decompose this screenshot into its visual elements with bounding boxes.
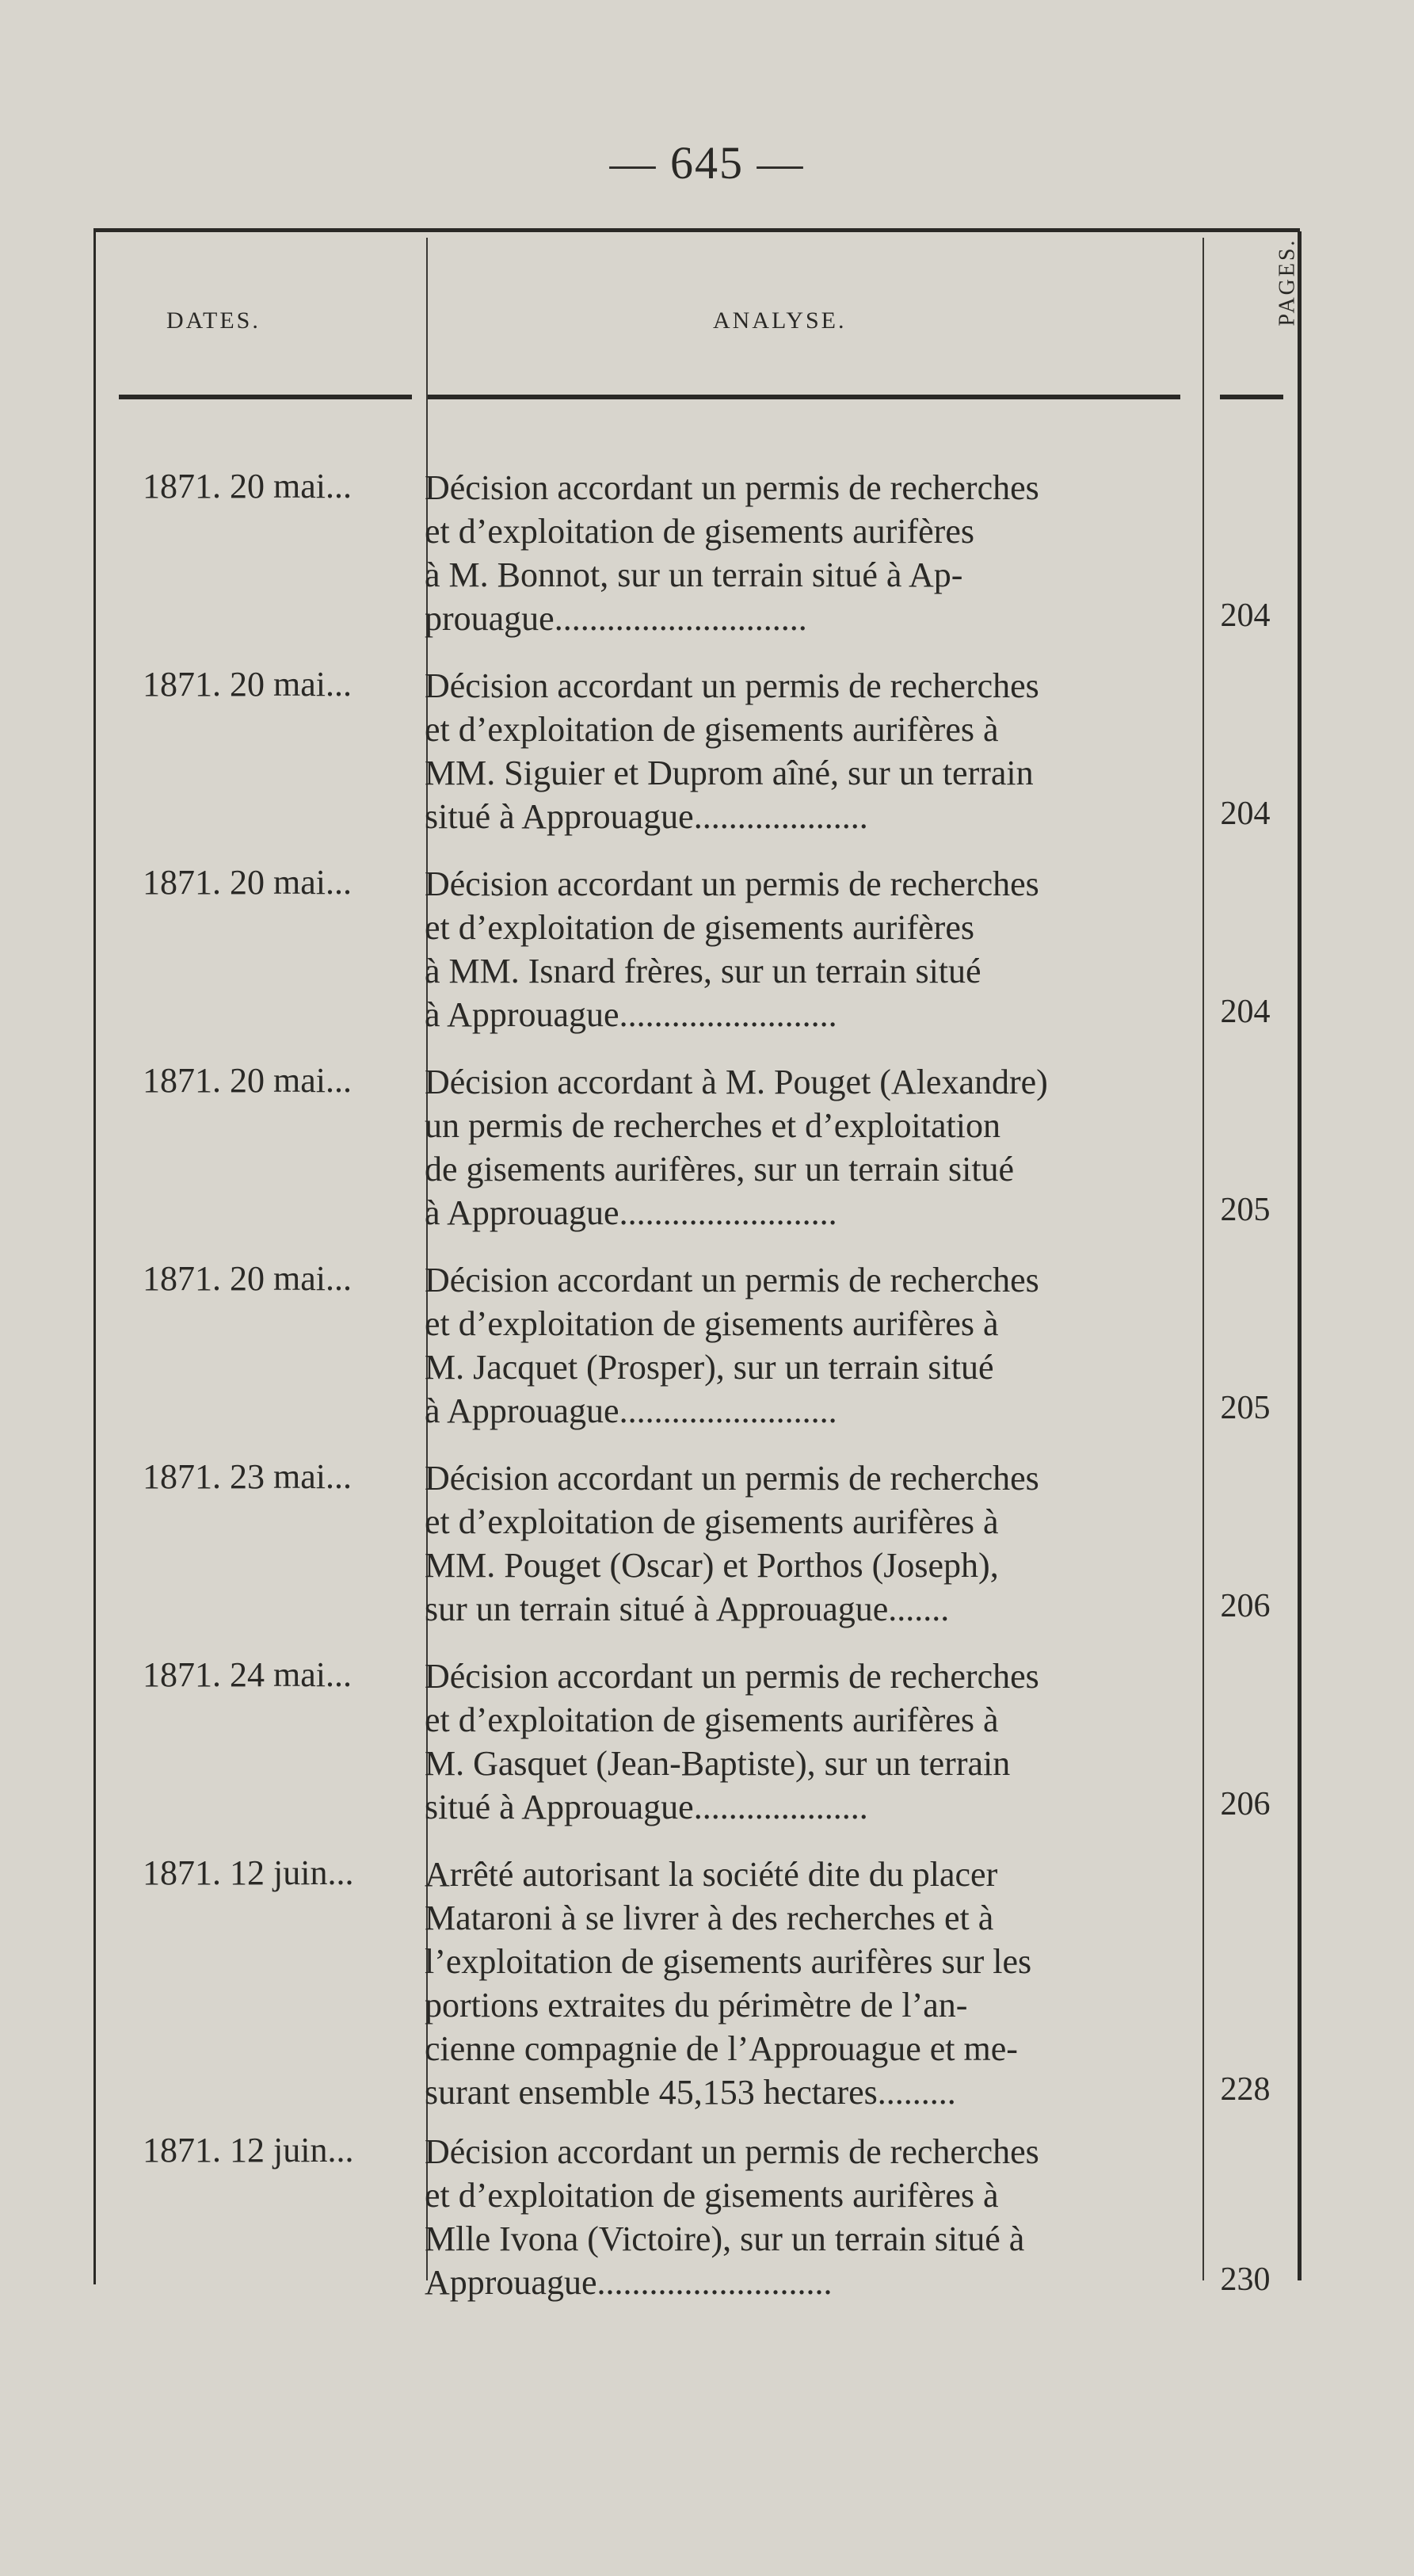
analysis-line: situé à Approuague.................... (425, 1788, 868, 1826)
analysis-line: à MM. Isnard frères, sur un terrain situé (425, 952, 981, 990)
analysis-line: Décision accordant un permis de recherches (425, 1657, 1039, 1696)
header-pages: PAGES. (1275, 238, 1300, 326)
analysis-line: un permis de recherches et d’exploitation (425, 1106, 1000, 1145)
row-page-number: 204 (1220, 796, 1271, 832)
analysis-line: Mataroni à se livrer à des recherches et à (425, 1899, 994, 1937)
table-right-border (1298, 231, 1302, 2280)
row-date: 1871. 23 mai... (143, 1457, 352, 1496)
row-analysis (425, 1456, 1201, 1631)
row-analysis (425, 2130, 1201, 2304)
analysis-line: à Approuague......................... (425, 995, 837, 1034)
row-analysis (425, 1258, 1201, 1433)
row-date: 1871. 20 mai... (143, 1061, 352, 1100)
analysis-line: à Approuague......................... (425, 1391, 837, 1430)
analysis-line: Décision accordant un permis de recherches (425, 2132, 1039, 2171)
analysis-line: l’exploitation de gisements aurifères sur les (425, 1942, 1032, 1981)
analysis-line: MM. Siguier et Duprom aîné, sur un terrain (425, 754, 1034, 792)
column-divider-pages (1202, 238, 1204, 2280)
row-page-number: 206 (1220, 1786, 1271, 1822)
row-analysis (425, 466, 1201, 640)
header-underline-analyse (428, 395, 1180, 399)
analysis-line: Décision accordant un permis de recherches (425, 1459, 1039, 1498)
analysis-line: Décision accordant un permis de recherches (425, 864, 1039, 903)
analysis-line: et d’exploitation de gisements aurifères à (425, 710, 999, 749)
row-analysis (425, 862, 1201, 1036)
analysis-line: M. Gasquet (Jean-Baptiste), sur un terrain (425, 1744, 1011, 1783)
row-analysis (425, 664, 1201, 838)
row-page-number: 205 (1220, 1390, 1271, 1426)
header-analyse: ANALYSE. (713, 307, 847, 334)
analysis-line: portions extraites du périmètre de l’an- (425, 1986, 968, 2025)
analysis-line: Mlle Ivona (Victoire), sur un terrain situé à (425, 2219, 1025, 2258)
analysis-line: et d’exploitation de gisements aurifères (425, 512, 974, 551)
analysis-line: et d’exploitation de gisements aurifères à (425, 1502, 999, 1541)
row-analysis (425, 1654, 1201, 1829)
analysis-line: situé à Approuague.................... (425, 797, 868, 836)
row-date: 1871. 24 mai... (143, 1655, 352, 1694)
header-dates: DATES. (166, 307, 261, 334)
row-page-number: 204 (1220, 994, 1271, 1030)
row-date: 1871. 20 mai... (143, 863, 352, 902)
row-page-number: 206 (1220, 1588, 1271, 1624)
analysis-line: et d’exploitation de gisements aurifères à (425, 1304, 999, 1343)
row-date: 1871. 12 juin... (143, 2131, 354, 2170)
analysis-line: Décision accordant un permis de recherches (425, 666, 1039, 705)
row-analysis (425, 1060, 1201, 1235)
analysis-line: Décision accordant à M. Pouget (Alexandre) (425, 1063, 1048, 1101)
analysis-line: à M. Bonnot, sur un terrain situé à Ap- (425, 555, 963, 594)
row-page-number: 204 (1220, 597, 1271, 634)
analysis-line: et d’exploitation de gisements aurifères à (425, 2176, 999, 2215)
row-page-number: 230 (1220, 2261, 1271, 2298)
row-date: 1871. 20 mai... (143, 467, 352, 506)
analysis-line: Approuague........................... (425, 2263, 833, 2302)
header-underline-dates (119, 395, 412, 399)
analysis-line: sur un terrain situé à Approuague....... (425, 1589, 950, 1628)
analysis-line: surant ensemble 45,153 hectares......... (425, 2073, 956, 2112)
analysis-line: Décision accordant un permis de recherches (425, 468, 1039, 507)
row-date: 1871. 20 mai... (143, 1259, 352, 1298)
analysis-line: M. Jacquet (Prosper), sur un terrain situé (425, 1348, 994, 1387)
analysis-line: de gisements aurifères, sur un terrain situé (425, 1150, 1015, 1189)
row-analysis (425, 1853, 1201, 2114)
row-date: 1871. 12 juin... (143, 1853, 354, 1892)
analysis-line: et d’exploitation de gisements aurifères (425, 908, 974, 947)
analysis-line: Décision accordant un permis de recherches (425, 1261, 1039, 1299)
analysis-line: et d’exploitation de gisements aurifères à (425, 1700, 999, 1739)
page-number: — 645 — (609, 137, 805, 189)
analysis-line: cienne compagnie de l’Approuague et me- (425, 2029, 1018, 2068)
row-page-number: 205 (1220, 1192, 1271, 1228)
analysis-line: à Approuague......................... (425, 1193, 837, 1232)
analysis-line: Arrêté autorisant la société dite du placer (425, 1855, 998, 1894)
analysis-line: prouague............................. (425, 599, 807, 638)
analysis-line: MM. Pouget (Oscar) et Porthos (Joseph), (425, 1546, 999, 1585)
row-date: 1871. 20 mai... (143, 665, 352, 704)
row-page-number: 228 (1220, 2071, 1271, 2108)
header-underline-pages (1220, 395, 1283, 399)
